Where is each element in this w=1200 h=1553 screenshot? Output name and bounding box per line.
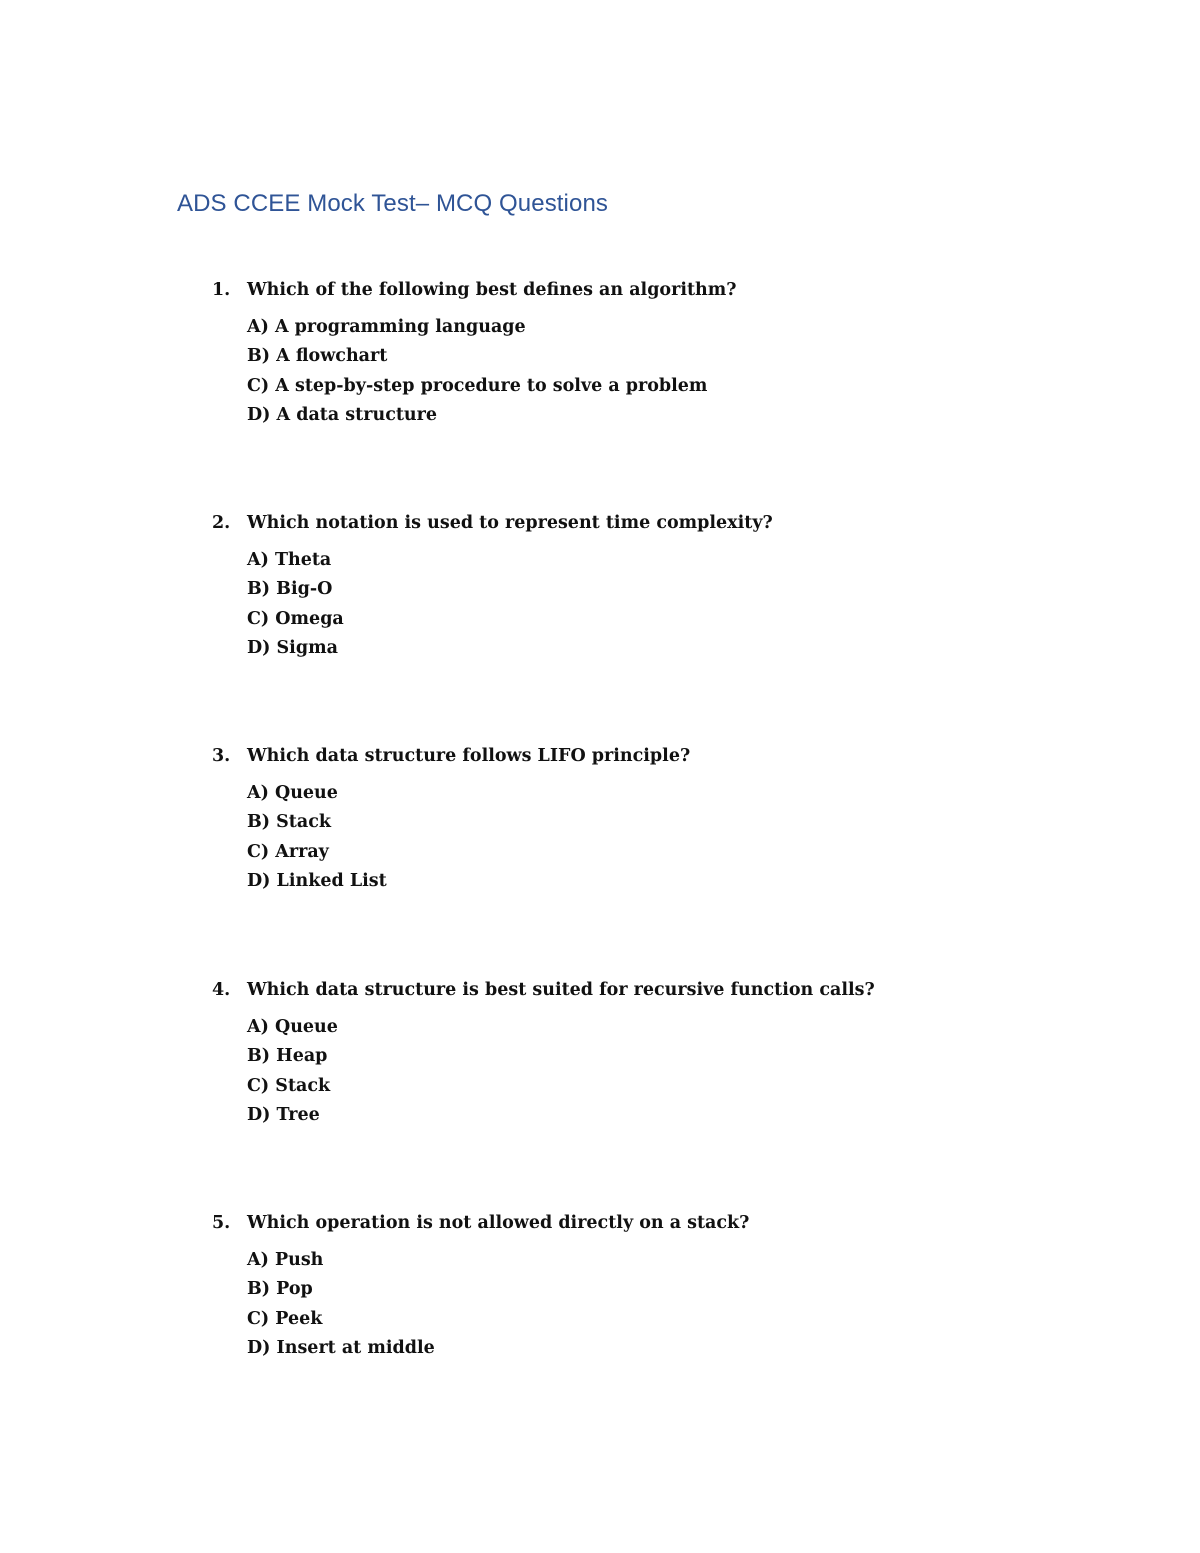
option-list [247, 1013, 338, 1130]
question-number: 1. [212, 280, 231, 300]
question-number: 2. [212, 513, 231, 533]
question-text: Which notation is used to represent time complexity? [247, 513, 773, 533]
option-b: B) Heap [247, 1046, 328, 1067]
question-number: 5. [212, 1213, 231, 1233]
option-d: D) Insert at middle [247, 1337, 435, 1358]
option-a: A) Queue [247, 1017, 338, 1037]
option-b: B) A flowchart [247, 346, 388, 367]
option-list [247, 313, 707, 430]
option-b: B) Big-O [247, 579, 333, 600]
question-text: Which data structure follows LIFO principle? [247, 746, 691, 766]
option-a: A) Push [247, 1250, 324, 1270]
option-b: B) Stack [247, 812, 332, 833]
question-text: Which operation is not allowed directly on a stack? [247, 1213, 750, 1233]
option-d: D) Sigma [247, 637, 338, 658]
option-c: C) Omega [247, 608, 344, 629]
question-text: Which of the following best defines an algorithm? [247, 280, 737, 300]
option-list [247, 546, 344, 663]
option-list [247, 1246, 435, 1363]
option-d: D) A data structure [247, 404, 438, 425]
option-a: A) Theta [247, 550, 332, 570]
option-c: C) Array [247, 841, 329, 862]
option-c: C) Stack [247, 1075, 331, 1096]
option-a: A) A programming language [247, 317, 526, 337]
option-a: A) Queue [247, 783, 338, 803]
option-c: C) Peek [247, 1308, 323, 1329]
question-number: 3. [212, 746, 231, 766]
option-d: D) Linked List [247, 870, 387, 891]
option-c: C) A step-by-step procedure to solve a problem [247, 375, 708, 396]
option-list [247, 779, 387, 896]
option-d: D) Tree [247, 1104, 320, 1125]
option-b: B) Pop [247, 1279, 313, 1300]
question-number: 4. [212, 980, 231, 1000]
document-title: ADS CCEE Mock Test– MCQ Questions [177, 190, 608, 217]
question-text: Which data structure is best suited for recursive function calls? [247, 980, 875, 1000]
